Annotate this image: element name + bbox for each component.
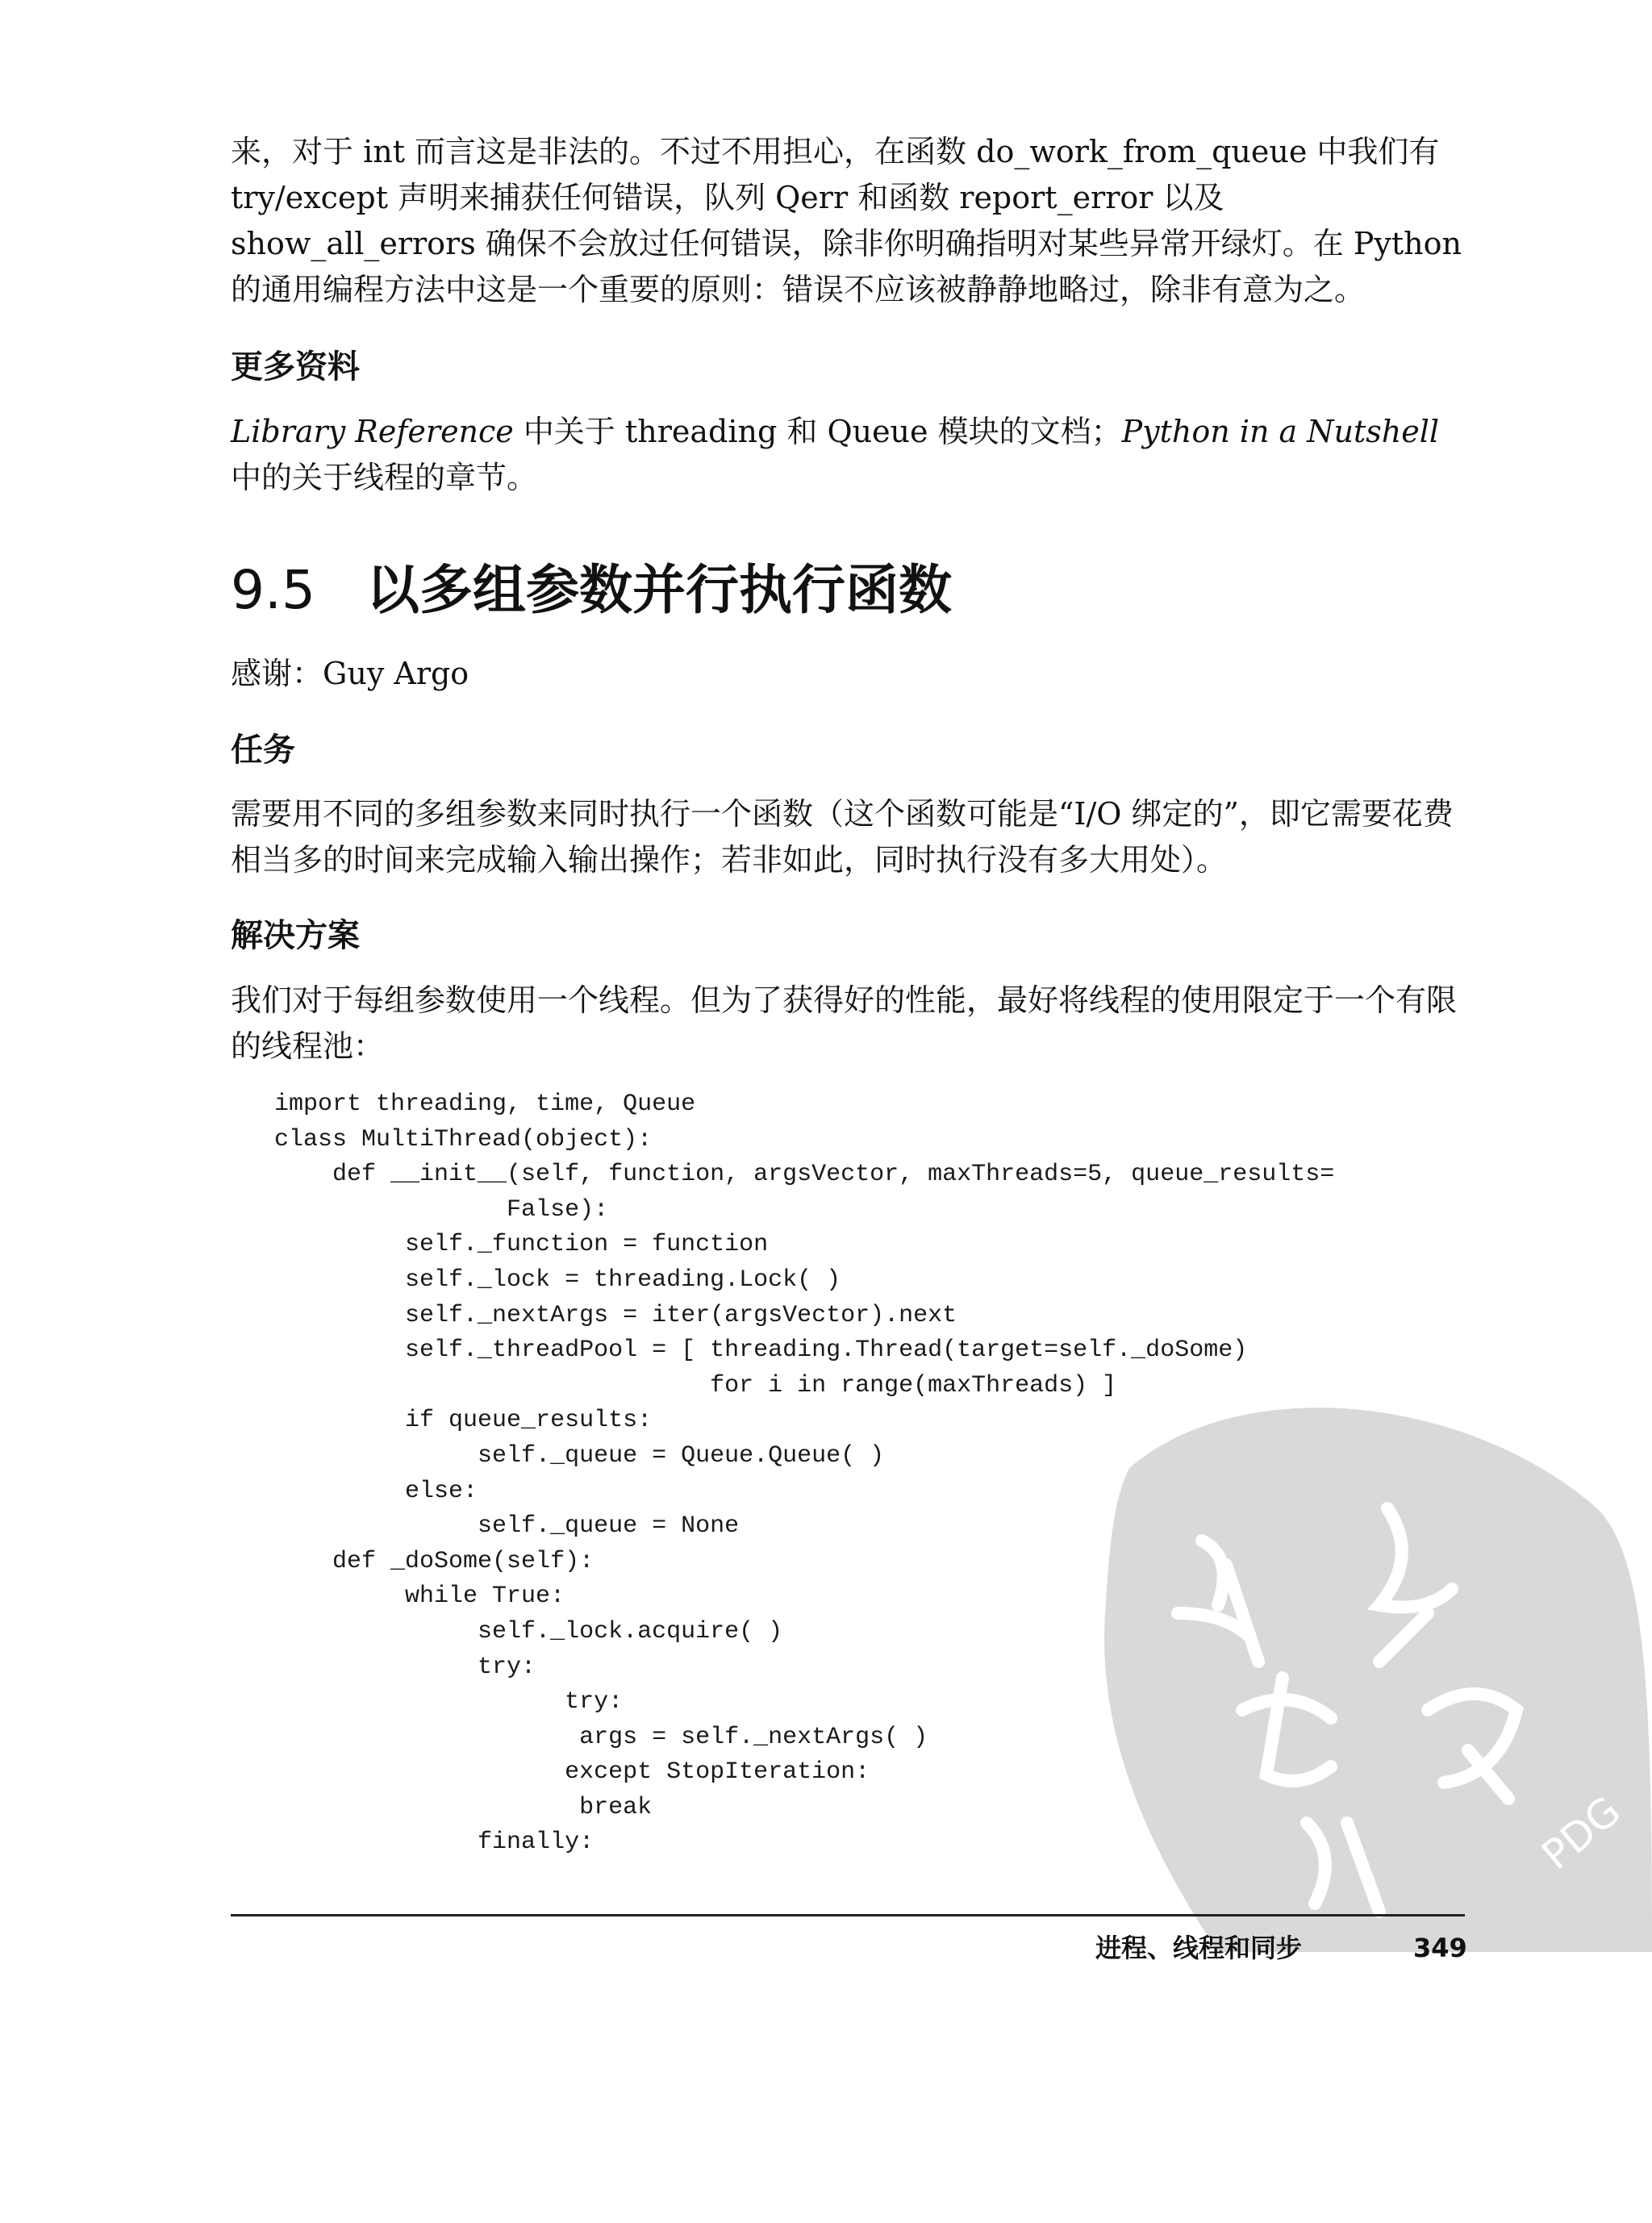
section-title-text: 以多组参数并行执行函数	[366, 559, 952, 621]
page-number: 349	[1413, 1933, 1467, 1963]
more-info-heading: 更多资料	[231, 348, 360, 386]
solution-heading: 解决方案	[231, 917, 360, 954]
pdg-watermark-stamp	[1081, 1371, 1652, 1952]
library-reference-title: Library Reference	[231, 414, 514, 449]
code-listing: import threading, time, Queue class MultiThread(object): def __init__(self, function, argsVector, maxThreads=5, queue_results= False): self._function = function self._lock = threading.Lock( ) self._nextArgs = iter(argsVector).next self._threadPool = [ threading.Thread(target=self._doSome) for i in range(maxThreads) ] if queue_results: self._queue = Queue.Queue( ) else: self._queue = None def _doSome(self): while True: self._lock.acquire( ) try: try: args = self._nextArgs( ) except StopIteration: break finally:	[274, 1091, 1335, 1857]
more-info-text-1: 中关于 threading 和 Queue 模块的文档；	[513, 414, 1122, 449]
more-info-paragraph	[231, 409, 1465, 501]
watermark-label: PDG	[1533, 1787, 1629, 1879]
section-title	[231, 558, 952, 623]
task-heading: 任务	[231, 732, 295, 769]
more-info-text-2: 中的关于线程的章节。	[231, 460, 538, 495]
python-nutshell-title: Python in a Nutshell	[1121, 414, 1440, 449]
footer-chapter-title: 进程、线程和同步	[1095, 1933, 1303, 1963]
footer-rule	[231, 1914, 1465, 1916]
task-paragraph: 需要用不同的多组参数来同时执行一个函数（这个函数可能是“I/O 绑定的”，即它需要花费相当多的时间来完成输入输出操作；若非如此，同时执行没有多大用处）。	[231, 796, 1454, 878]
solution-paragraph: 我们对于每组参数使用一个线程。但为了获得好的性能，最好将线程的使用限定于一个有限的线程池：	[231, 982, 1458, 1064]
intro-paragraph: 来，对于 int 而言这是非法的。不过不用担心，在函数 do_work_from_queue 中我们有try/except 声明来捕获任何错误，队列 Qerr 和函数 report_error 以及 show_all_errors 确保不会放过任何错误，除非你明确指明对某些异常开绿灯。在 Python 的通用编程方法中这是一个重要的原则：错误不应该被静静地略过，除非有意为之。	[231, 134, 1462, 307]
credit-line: 感谢：Guy Argo	[231, 656, 469, 691]
section-number: 9.5	[231, 559, 315, 621]
